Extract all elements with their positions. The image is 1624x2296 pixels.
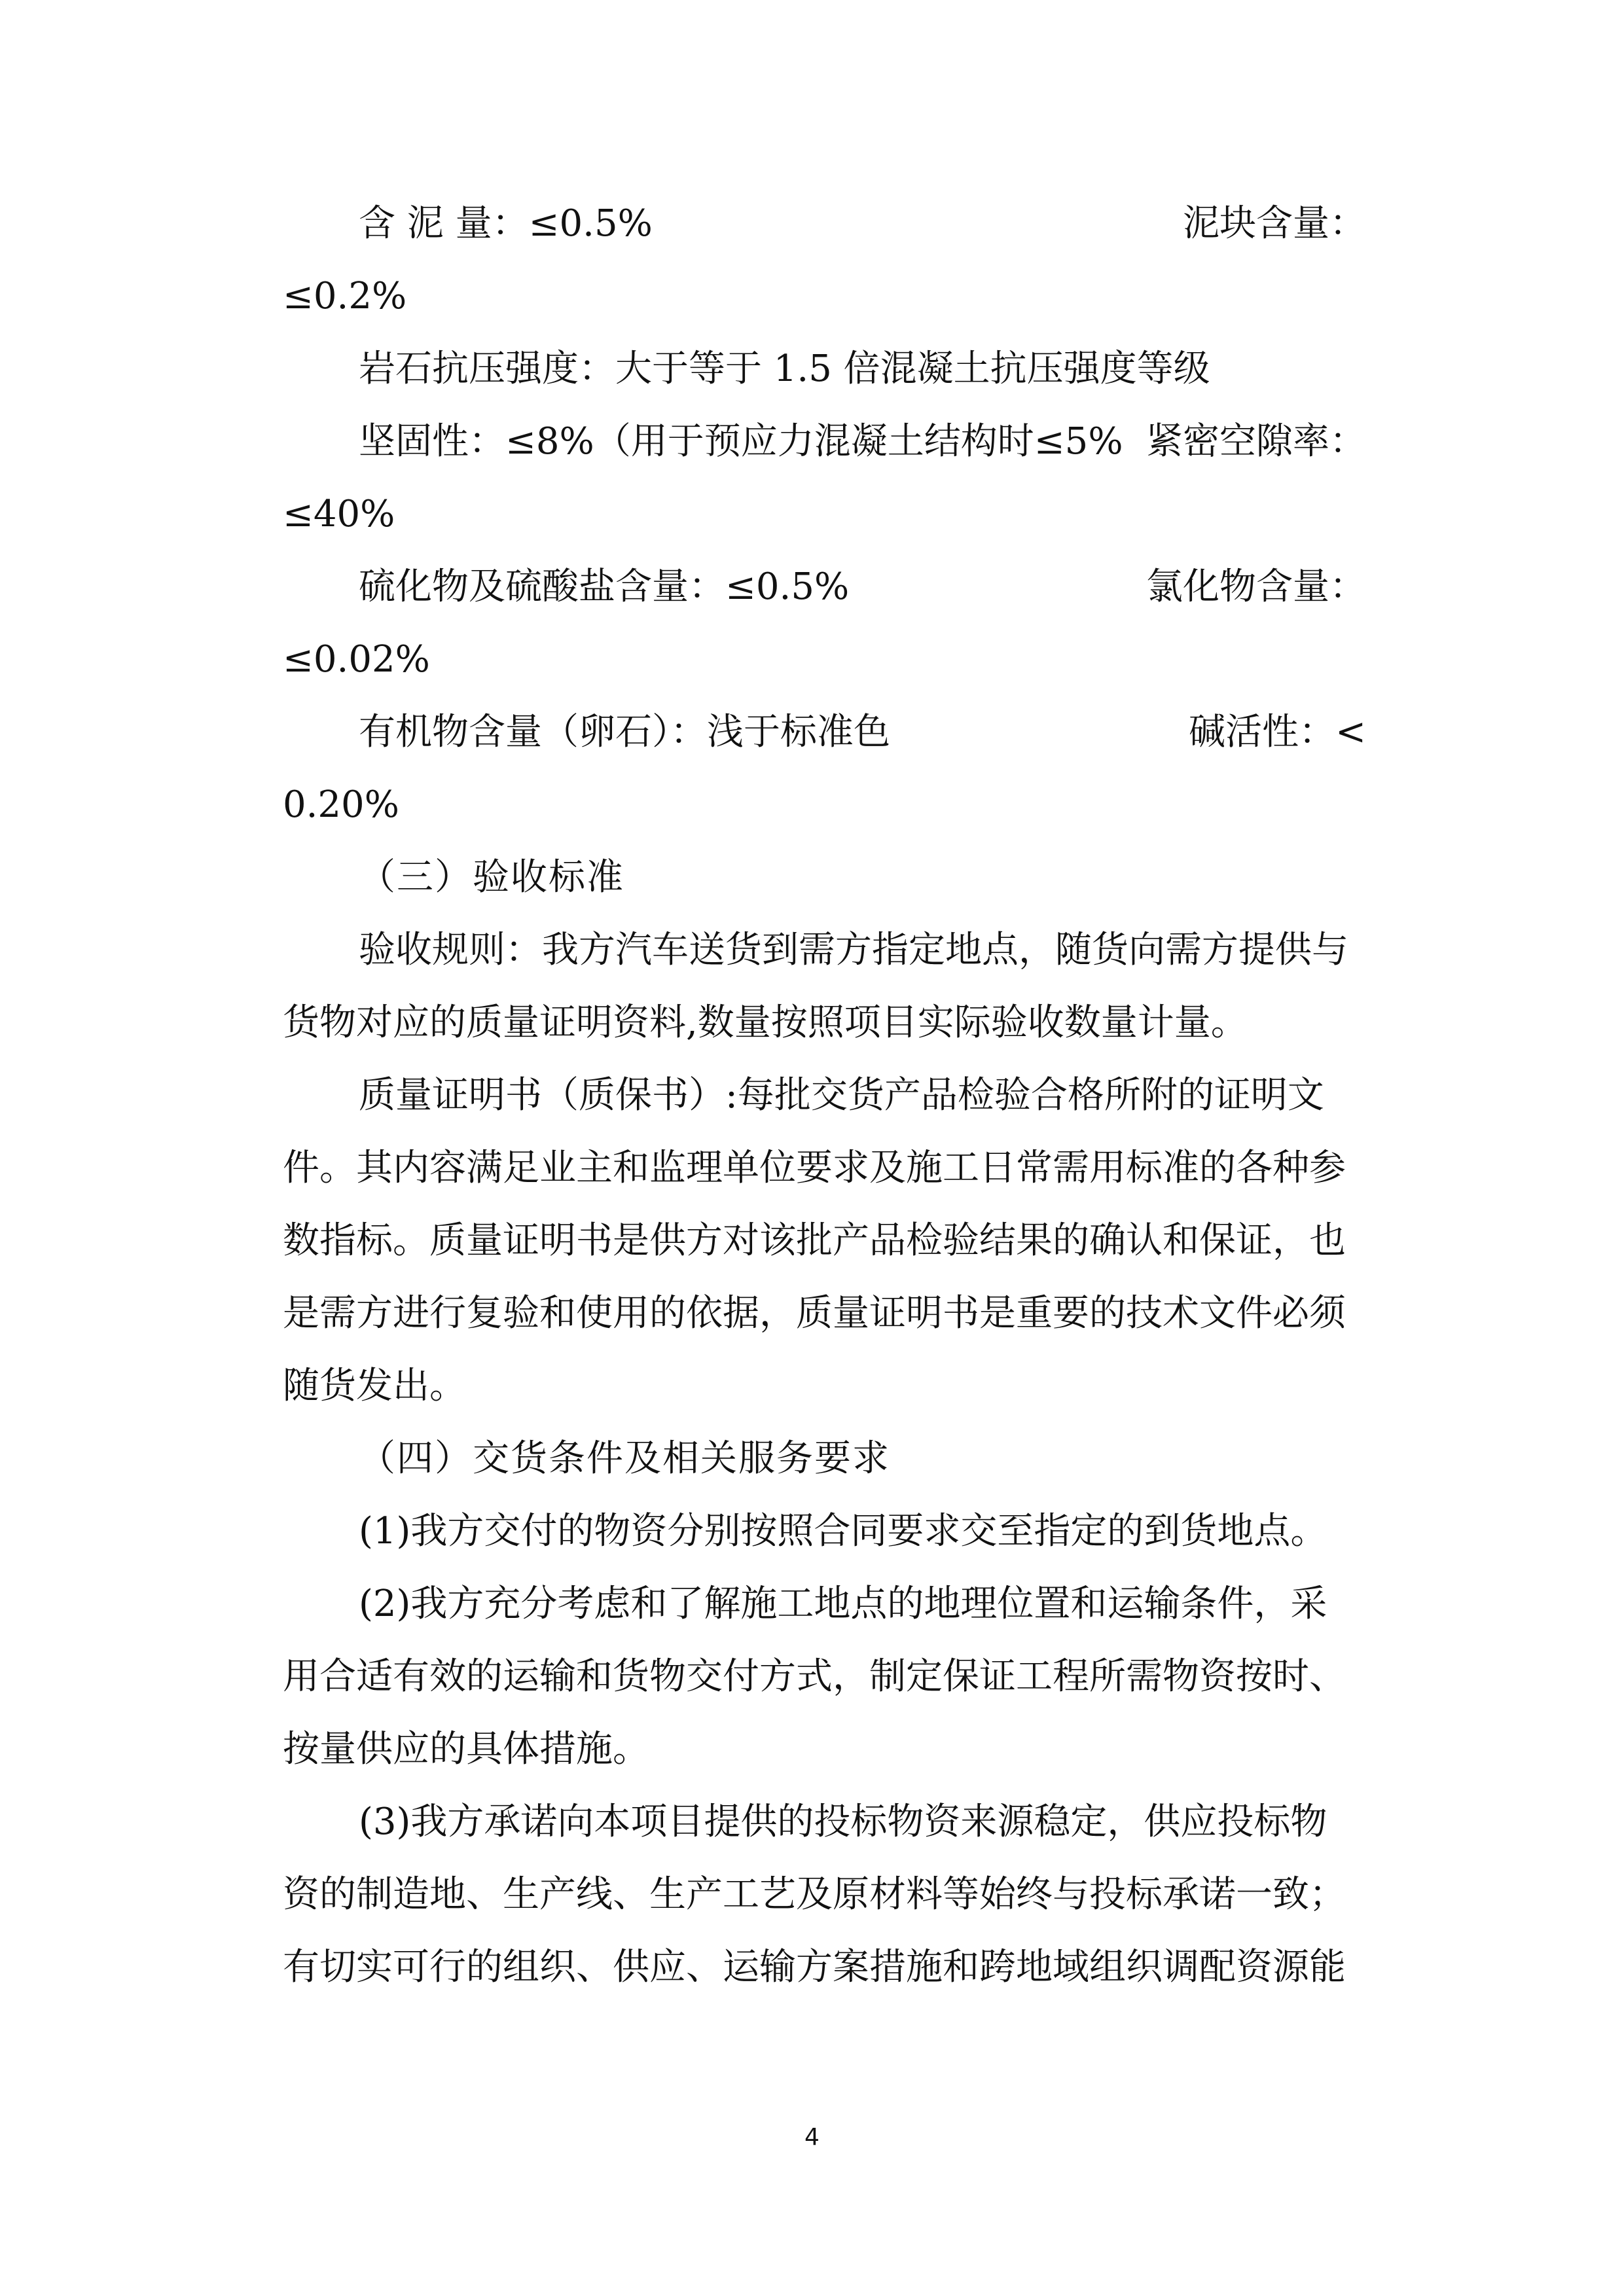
page-number: 4	[804, 2124, 820, 2151]
delivery-item-3: 资的制造地、生产线、生产工艺及原材料等始终与投标承诺一致；	[283, 1873, 1346, 1916]
paragraph-line	[0, 1935, 1624, 2000]
paragraph-line	[0, 1717, 1624, 1782]
paragraph-line	[0, 1789, 1624, 1855]
quality-cert-text: 是需方进行复验和使用的依据，质量证明书是重要的技术文件必须	[283, 1292, 1346, 1335]
clay-lump-label: 泥块含量：	[1183, 202, 1366, 245]
paragraph-line	[0, 1499, 1624, 1564]
sulfide-text: 硫化物及硫酸盐含量：≤0.5%	[359, 565, 850, 608]
spec-line-organic	[0, 700, 1624, 765]
delivery-item-3: 有切实可行的组织、供应、运输方案措施和跨地域组织调配资源能	[283, 1946, 1346, 1988]
alkali-value: 0.20%	[283, 783, 399, 826]
soundness-text: 坚固性：≤8%（用于预应力混凝土结构时≤5%	[359, 420, 1123, 463]
spec-line-soundness	[0, 409, 1624, 475]
delivery-item-3: (3)我方承诺向本项目提供的投标物资来源稳定，供应投标物	[359, 1801, 1327, 1843]
paragraph-line	[0, 990, 1624, 1056]
paragraph-line	[0, 1136, 1624, 1201]
spec-line-chloride-value	[0, 627, 1624, 692]
delivery-item-1: (1)我方交付的物资分别按照合同要求交至指定的到货地点。	[359, 1510, 1327, 1552]
spec-line-clay-value	[0, 264, 1624, 329]
clay-lump-value: ≤0.2%	[283, 275, 407, 317]
delivery-heading-line	[0, 1426, 1624, 1492]
paragraph-line	[0, 1063, 1624, 1128]
spec-line-void-value	[0, 482, 1624, 547]
void-ratio-label: 紧密空隙率：	[1146, 420, 1366, 463]
paragraph-line	[0, 1208, 1624, 1274]
quality-cert-text: 件。其内容满足业主和监理单位要求及施工日常需用标准的各种参	[283, 1147, 1346, 1189]
void-ratio-value: ≤40%	[283, 493, 395, 535]
chloride-label: 氯化物含量：	[1146, 565, 1366, 608]
spec-line-mud	[0, 191, 1624, 257]
paragraph-line	[0, 918, 1624, 983]
delivery-item-2: 按量供应的具体措施。	[283, 1728, 649, 1770]
organic-text: 有机物含量（卵石）：浅于标准色	[359, 711, 890, 753]
delivery-item-2: (2)我方充分考虑和了解施工地点的地理位置和运输条件，采	[359, 1583, 1327, 1625]
delivery-heading: （四）交货条件及相关服务要求	[359, 1437, 890, 1480]
rock-strength-text: 岩石抗压强度：大于等于 1.5 倍混凝土抗压强度等级	[359, 348, 1210, 390]
paragraph-line	[0, 1644, 1624, 1710]
paragraph-line	[0, 1862, 1624, 1928]
spec-line-rock	[0, 336, 1624, 402]
alkali-label: 碱活性：<	[1189, 711, 1366, 753]
chloride-value: ≤0.02%	[283, 638, 430, 681]
quality-cert-text: 随货发出。	[283, 1365, 466, 1407]
paragraph-line	[0, 1281, 1624, 1346]
delivery-item-2: 用合适有效的运输和货物交付方式，制定保证工程所需物资按时、	[283, 1655, 1346, 1698]
acceptance-heading-line	[0, 845, 1624, 910]
acceptance-heading: （三）验收标准	[359, 856, 624, 899]
paragraph-line	[0, 1571, 1624, 1637]
acceptance-rule-text: 货物对应的质量证明资料,数量按照项目实际验收数量计量。	[283, 1001, 1248, 1044]
quality-cert-text: 质量证明书（质保书）:每批交货产品检验合格所附的证明文	[359, 1074, 1324, 1117]
acceptance-rule-text: 验收规则：我方汽车送货到需方指定地点，随货向需方提供与	[359, 929, 1348, 971]
quality-cert-text: 数指标。质量证明书是供方对该批产品检验结果的确认和保证，也	[283, 1219, 1346, 1262]
spec-line-alkali-value	[0, 772, 1624, 838]
paragraph-line	[0, 1354, 1624, 1419]
mud-content-text: 含 泥 量：≤0.5%	[359, 202, 653, 245]
spec-line-sulfide	[0, 554, 1624, 620]
